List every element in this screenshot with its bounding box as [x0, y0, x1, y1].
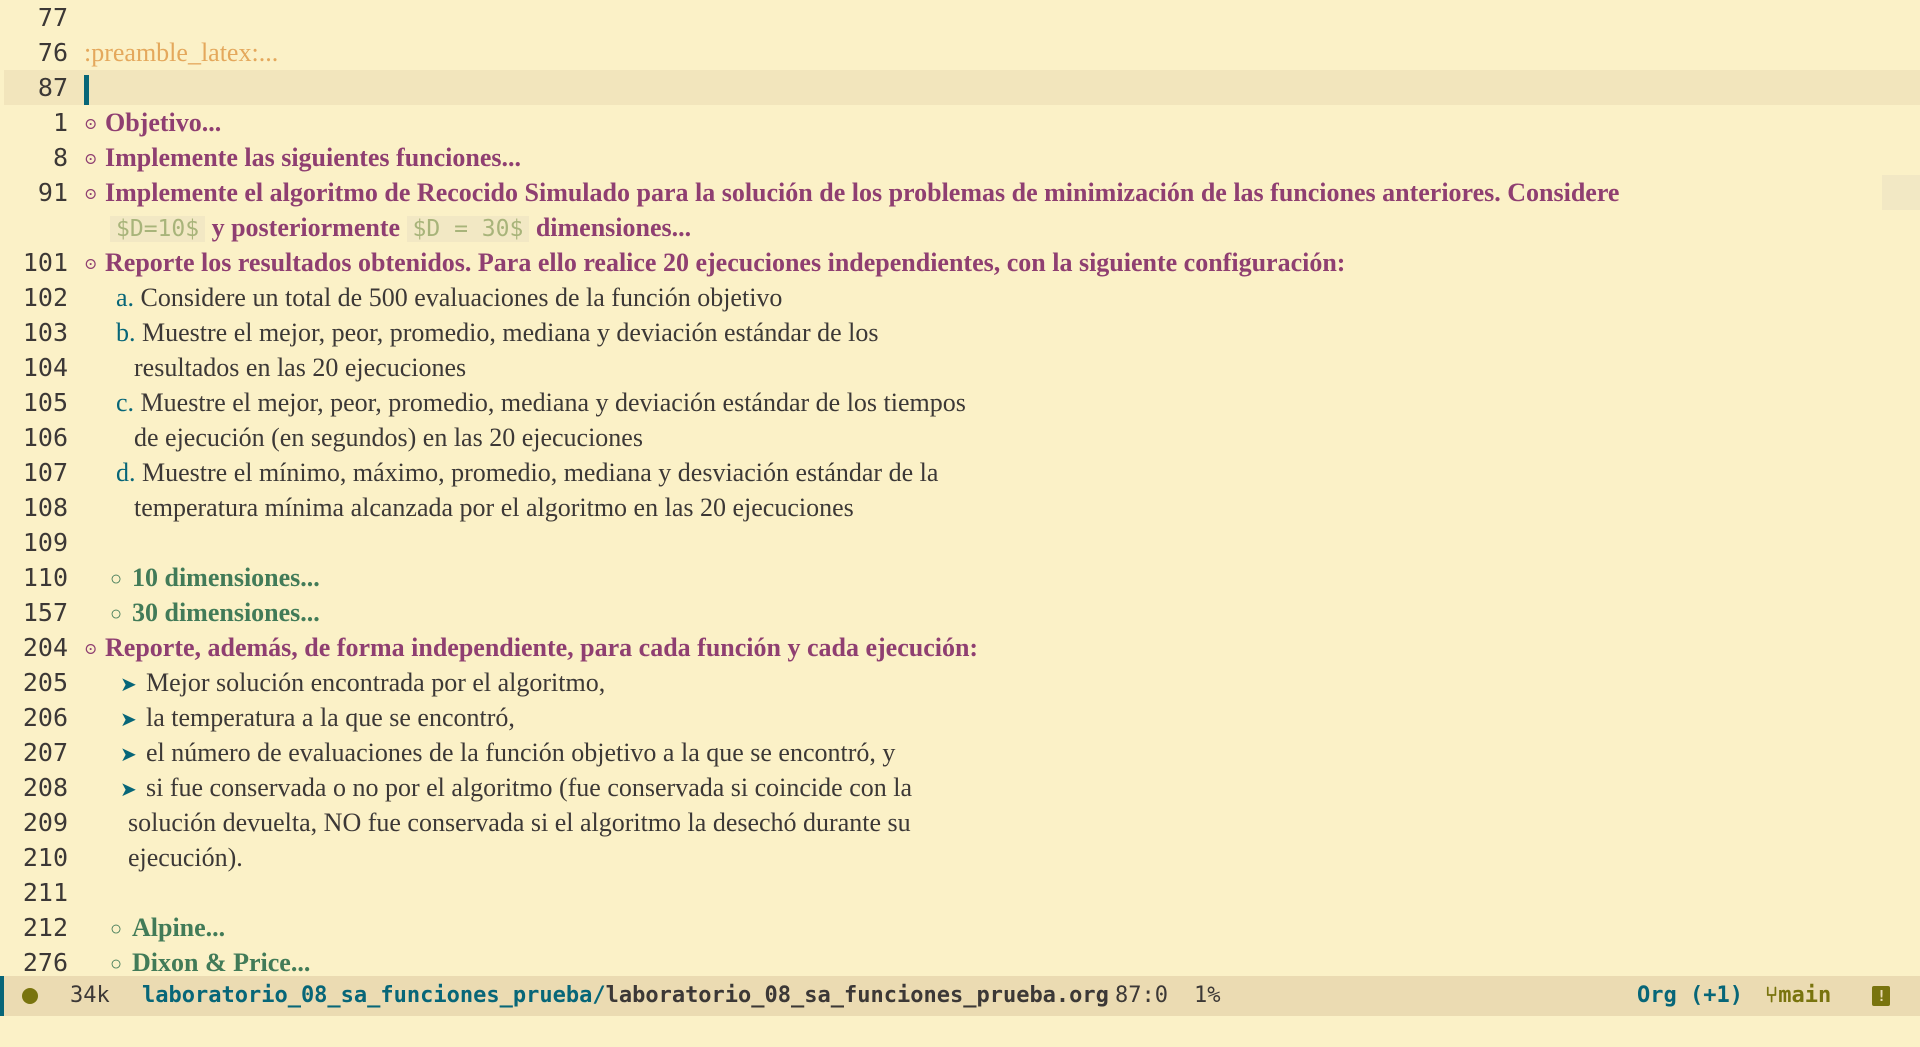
heading-text: Implemente las siguientes funciones...: [105, 143, 521, 172]
buffer-state-icon: [22, 988, 38, 1004]
editor-line[interactable]: [0, 350, 1920, 385]
heading-level-1: [84, 175, 1619, 212]
buffer-filename: laboratorio_08_sa_funciones_prueba.org: [605, 983, 1109, 1008]
list-item: [116, 315, 879, 350]
heading-fold-bullet-icon[interactable]: ⊙: [84, 116, 98, 133]
line-number: 1: [52, 108, 68, 137]
editor-line[interactable]: [0, 945, 1920, 976]
git-branch[interactable]: [1765, 976, 1831, 1016]
editor-line[interactable]: [0, 910, 1920, 945]
editor-line[interactable]: [0, 595, 1920, 630]
line-number: 103: [22, 318, 68, 347]
heading-level-1: [84, 630, 978, 667]
editor-line[interactable]: [0, 420, 1920, 455]
preamble-meta: :preamble_latex:...: [84, 38, 279, 67]
line-number: 108: [22, 493, 68, 522]
editor-line[interactable]: [0, 315, 1920, 350]
line-number: 209: [22, 808, 68, 837]
editor-line[interactable]: [0, 735, 1920, 770]
arrow-list-item: [120, 770, 912, 808]
current-line[interactable]: [4, 70, 1920, 105]
editor-line[interactable]: [0, 280, 1920, 315]
heading-text: Implemente el algoritmo de Recocido Simulado para la solución de los problemas de minimización de las funciones anteriores. Considere: [105, 178, 1620, 207]
arrow-list-continuation: [128, 805, 911, 840]
editor-line[interactable]: [0, 525, 1920, 560]
heading-text: y posteriormente: [211, 213, 401, 242]
line-number: 210: [22, 843, 68, 872]
heading-text: 10 dimensiones...: [132, 563, 320, 592]
line-number: 212: [22, 913, 68, 942]
editor-line[interactable]: [0, 805, 1920, 840]
heading-fold-bullet-icon[interactable]: ⊙: [84, 151, 98, 168]
heading-fold-bullet-icon[interactable]: ⊙: [84, 641, 98, 658]
arrow-list-item: [120, 700, 515, 738]
line-number: 276: [22, 948, 68, 976]
meta-line: [84, 35, 278, 70]
arrow-bullet-icon: ➤: [120, 709, 137, 731]
editor-line[interactable]: [0, 0, 1920, 35]
line-number: 206: [22, 703, 68, 732]
line-number: 110: [22, 563, 68, 592]
line-number: 8: [52, 143, 68, 172]
list-item-text: Mejor solución encontrada por el algoritmo,: [146, 668, 606, 697]
line-number: 87: [37, 73, 68, 102]
line-number: 106: [22, 423, 68, 452]
editor-line[interactable]: [0, 385, 1920, 420]
echo-area[interactable]: [0, 1016, 1920, 1047]
editor-line[interactable]: [0, 560, 1920, 595]
line-number: 76: [37, 38, 68, 67]
cursor-line: [84, 70, 89, 105]
list-marker: a.: [116, 283, 135, 312]
editor-line[interactable]: [0, 245, 1920, 280]
editor-line[interactable]: [0, 455, 1920, 490]
editor-line[interactable]: [0, 665, 1920, 700]
heading-level-2: [110, 945, 310, 976]
buffer-path: [142, 976, 1109, 1016]
heading-fold-bullet-icon[interactable]: ⊙: [84, 186, 98, 203]
line-number: 208: [22, 773, 68, 802]
list-item-text: solución devuelta, NO fue conservada si el algoritmo la desechó durante su: [128, 808, 911, 837]
line-number: 157: [22, 598, 68, 627]
editor-line[interactable]: [0, 140, 1920, 175]
editor-line[interactable]: [0, 105, 1920, 140]
line-overflow-marker: [1882, 175, 1920, 210]
heading-text: Alpine...: [132, 913, 226, 942]
arrow-list-continuation: [128, 840, 243, 875]
editor-line[interactable]: [0, 175, 1920, 210]
line-number: 204: [22, 633, 68, 662]
line-number: 211: [22, 878, 68, 907]
arrow-bullet-icon: ➤: [120, 674, 137, 696]
git-branch-label: main: [1778, 983, 1832, 1008]
list-item-text: ejecución).: [128, 843, 243, 872]
list-item-text: de ejecución (en segundos) en las 20 ejecuciones: [134, 423, 643, 452]
heading-fold-bullet-icon[interactable]: ○: [110, 568, 123, 590]
line-number: 101: [22, 248, 68, 277]
heading-level-2: [110, 560, 320, 597]
line-number: 77: [37, 3, 68, 32]
line-number: 205: [22, 668, 68, 697]
buffer-directory: laboratorio_08_sa_funciones_prueba/: [142, 983, 606, 1008]
editor-line[interactable]: [0, 630, 1920, 665]
git-branch-icon: ⑂: [1765, 983, 1779, 1008]
list-item-text: la temperatura a la que se encontró,: [146, 703, 515, 732]
editor-line[interactable]: [0, 840, 1920, 875]
list-item-text: Considere un total de 500 evaluaciones de la función objetivo: [140, 283, 783, 312]
major-mode[interactable]: Org (+1): [1637, 983, 1743, 1008]
list-item-text: temperatura mínima alcanzada por el algoritmo en las 20 ejecuciones: [134, 493, 854, 522]
heading-text: Reporte los resultados obtenidos. Para ello realice 20 ejecuciones independientes, con la siguiente configuración:: [105, 248, 1346, 277]
list-item: [116, 385, 966, 420]
text-cursor: [84, 75, 89, 105]
editor-line[interactable]: [0, 490, 1920, 525]
heading-text: Reporte, además, de forma independiente, para cada función y cada ejecución:: [105, 633, 979, 662]
heading-fold-bullet-icon[interactable]: ○: [110, 918, 123, 940]
heading-level-1: [84, 245, 1345, 282]
heading-level-1: [84, 105, 221, 142]
line-number: 105: [22, 388, 68, 417]
heading-fold-bullet-icon[interactable]: ○: [110, 603, 123, 625]
heading-level-2: [110, 595, 320, 632]
list-item-text: el número de evaluaciones de la función objetivo a la que se encontró, y: [146, 738, 896, 767]
scroll-percent: 1%: [1194, 983, 1221, 1008]
list-marker: d.: [116, 458, 136, 487]
arrow-bullet-icon: ➤: [120, 779, 137, 801]
line-number: 91: [37, 178, 68, 207]
editor-line[interactable]: [0, 210, 1920, 245]
line-number: 207: [22, 738, 68, 767]
mode-line: [0, 976, 1920, 1016]
arrow-bullet-icon: ➤: [120, 744, 137, 766]
heading-level-2: [110, 910, 225, 947]
line-number: 107: [22, 458, 68, 487]
editor-line[interactable]: [0, 875, 1920, 910]
heading-continuation: [110, 210, 691, 247]
list-item-text: Muestre el mínimo, máximo, promedio, mediana y desviación estándar de la: [142, 458, 939, 487]
latex-inline: $D = 30$: [407, 216, 530, 242]
list-item-continuation: [134, 420, 643, 455]
buffer-size: 34k: [70, 983, 110, 1008]
heading-text: Dixon & Price...: [132, 948, 311, 976]
line-number: 109: [22, 528, 68, 557]
heading-text: Objetivo...: [105, 108, 222, 137]
line-number: 102: [22, 283, 68, 312]
editor-line[interactable]: [0, 770, 1920, 805]
latex-inline: $D=10$: [110, 216, 205, 242]
list-item-text: Muestre el mejor, peor, promedio, mediana y deviación estándar de los tiempos: [140, 388, 966, 417]
list-item: [116, 280, 782, 315]
cursor-position: 87:0: [1115, 983, 1168, 1008]
list-marker: b.: [116, 318, 136, 347]
list-item-text: si fue conservada o no por el algoritmo (fue conservada si coincide con la: [146, 773, 912, 802]
list-item-continuation: [134, 490, 854, 525]
heading-text: 30 dimensiones...: [132, 598, 320, 627]
heading-fold-bullet-icon[interactable]: ○: [110, 953, 123, 975]
list-item-text: resultados en las 20 ejecuciones: [134, 353, 467, 382]
editor-line[interactable]: [0, 700, 1920, 735]
list-item: [116, 455, 938, 490]
arrow-list-item: [120, 735, 895, 773]
line-number: 104: [22, 353, 68, 382]
editor-line[interactable]: [0, 35, 1920, 70]
list-item-continuation: [134, 350, 466, 385]
warning-icon[interactable]: [1872, 986, 1890, 1006]
heading-text: dimensiones...: [535, 213, 692, 242]
list-marker: c.: [116, 388, 135, 417]
heading-fold-bullet-icon[interactable]: ⊙: [84, 256, 98, 273]
arrow-list-item: [120, 665, 605, 703]
heading-level-1: [84, 140, 521, 177]
list-item-text: Muestre el mejor, peor, promedio, mediana y deviación estándar de los: [142, 318, 879, 347]
